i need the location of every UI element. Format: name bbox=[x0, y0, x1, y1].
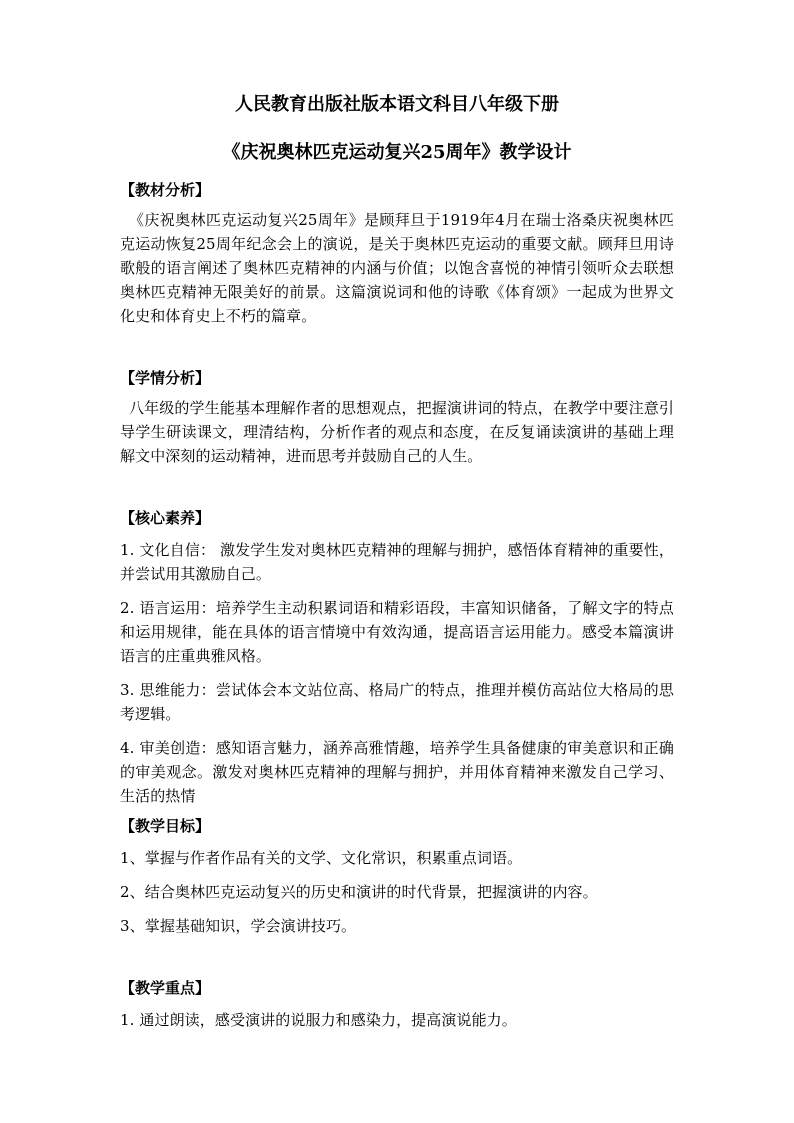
section-heading: 【教学目标】 bbox=[120, 817, 211, 835]
section-student-analysis bbox=[120, 368, 674, 468]
section-teaching-goals bbox=[120, 816, 674, 938]
section-heading: 【学情分析】 bbox=[120, 369, 211, 387]
section-heading: 【教材分析】 bbox=[120, 181, 211, 199]
section-heading: 【核心素养】 bbox=[120, 509, 211, 527]
list-item: 2、结合奥林匹克运动复兴的历史和演讲的时代背景，把握演讲的内容。 bbox=[120, 883, 598, 901]
section-teaching-focus bbox=[120, 978, 674, 1032]
document-title-line1: 人民教育出版社版本语文科目八年级下册 bbox=[235, 94, 559, 115]
list-item: 4. 审美创造：感知语言魅力，涵养高雅情趣，培养学生具备健康的审美意识和正确的审美观念。激发对奥林匹克精神的理解与拥护，并用体育精神来激发自己学习、生活的热情 bbox=[120, 739, 674, 805]
list-item: 1. 文化自信： 激发学生发对奥林匹克精神的理解与拥护，感悟体育精神的重要性，并尝试用其激励自己。 bbox=[120, 541, 674, 583]
section-textbook-analysis bbox=[120, 180, 674, 328]
section-paragraph: 八年级的学生能基本理解作者的思想观点，把握演讲词的特点，在教学中要注意引导学生研读课文，理清结构，分析作者的观点和态度，在反复诵读演讲的基础上理解文中深刻的运动精神，进而思考并鼓励自己的人生。 bbox=[120, 399, 674, 465]
list-item: 3. 思维能力：尝试体会本文站位高、格局广的特点，推理并模仿高站位大格局的思考逻辑。 bbox=[120, 681, 674, 723]
list-item: 1、掌握与作者作品有关的文学、文化常识，积累重点词语。 bbox=[120, 849, 523, 867]
document-title-line2: 《庆祝奥林匹克运动复兴25周年》教学设计 bbox=[222, 142, 572, 163]
list-item: 2. 语言运用：培养学生主动积累词语和精彩语段，丰富知识储备，了解文字的特点和运用规律，能在具体的语言情境中有效沟通，提高语言运用能力。感受本篇演讲语言的庄重典雅风格。 bbox=[120, 599, 674, 665]
list-item: 1. 通过朗读，感受演讲的说服力和感染力，提高演说能力。 bbox=[120, 1011, 517, 1029]
section-core-literacy bbox=[120, 508, 674, 808]
list-item: 3、掌握基础知识，学会演讲技巧。 bbox=[120, 917, 357, 935]
section-heading: 【教学重点】 bbox=[120, 979, 211, 997]
section-paragraph: 《庆祝奥林匹克运动复兴25周年》是顾拜旦于1919年4月在瑞士洛桑庆祝奥林匹克运动恢复25周年纪念会上的演说，是关于奥林匹克运动的重要文献。顾拜旦用诗歌般的语言阐述了奥林匹克精神的内涵与价值；以饱含喜悦的神情引领听众去联想奥林匹克精神无限美好的前景。这篇演说词和他的诗歌《体育颂》一起成为世界文化史和体育史上不朽的篇章。 bbox=[120, 211, 674, 325]
